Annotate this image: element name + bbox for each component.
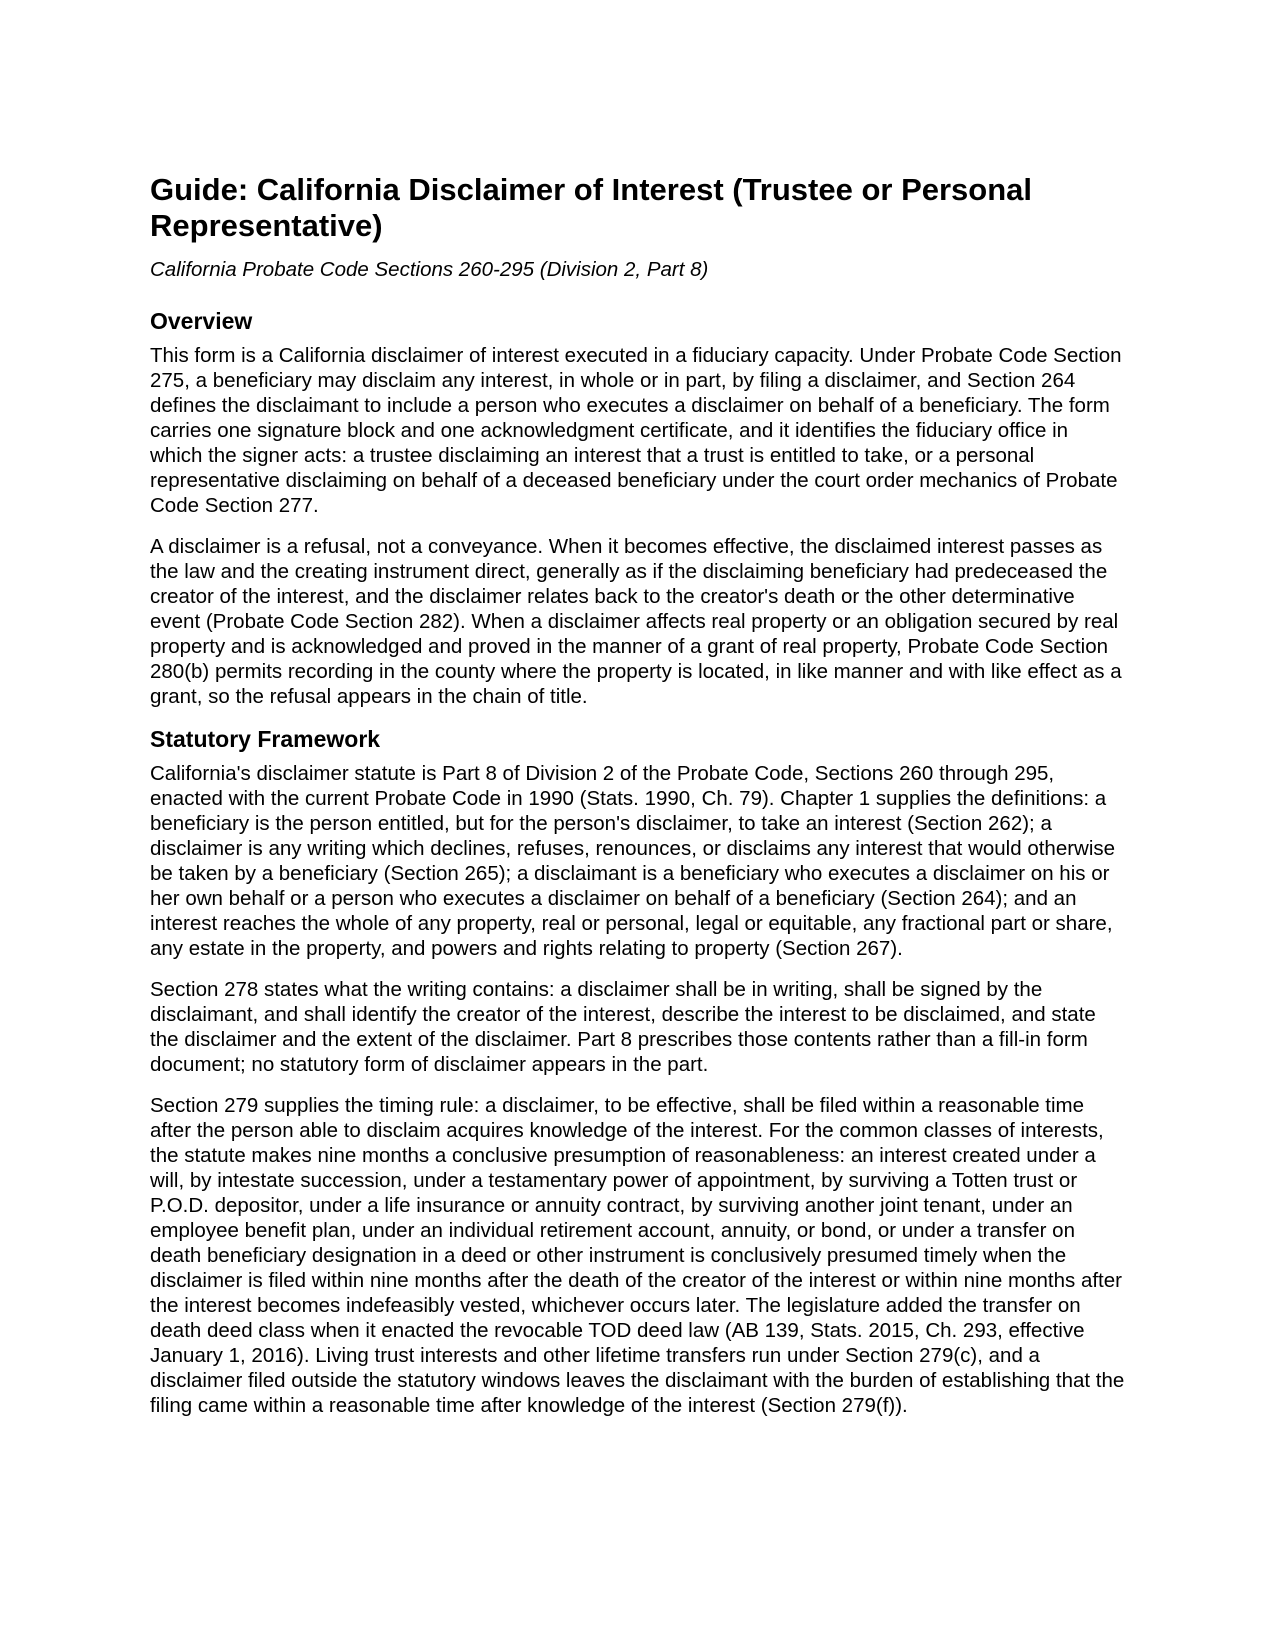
overview-paragraph-1: This form is a California disclaimer of interest executed in a fiduciary capacity. Under Probate Code Section 275, a beneficiary may disclaim any interest, in whole or in part, by filing a disclaimer, and Section 264 defines the disclaimant to include a person who executes a disclaimer on behalf of a beneficiary. The form carries one signature block and one acknowledgment certificate, and it identifies the fiduciary office in which the signer acts: a trustee disclaiming an interest that a trust is entitled to take, or a personal representative disclaiming on behalf of a deceased beneficiary under the court order mechanics of Probate Code Section 277.: [150, 344, 1122, 517]
statutory-framework-paragraph-2: Section 278 states what the writing contains: a disclaimer shall be in writing, shall be signed by the disclaimant, and shall identify the creator of the interest, describe the interest to be disclaimed, and state the disclaimer and the extent of the disclaimer. Part 8 prescribes those contents rather than a fill-in form document; no statutory form of disclaimer appears in the part.: [150, 978, 1096, 1076]
statutory-framework-section: [150, 725, 1125, 1418]
document-subtitle: California Probate Code Sections 260-295 (Division 2, Part 8): [150, 258, 709, 281]
statutory-framework-paragraph-3: Section 279 supplies the timing rule: a disclaimer, to be effective, shall be filed within a reasonable time after the person able to disclaim acquires knowledge of the interest. For the common classes of interests, the statute makes nine months a conclusive presumption of reasonableness: an interest created under a will, by intestate succession, under a testamentary power of appointment, by surviving a Totten trust or P.O.D. depositor, under a life insurance or annuity contract, by surviving another joint tenant, under an employee benefit plan, under an individual retirement account, annuity, or bond, or under a transfer on death beneficiary designation in a deed or other instrument is conclusively presumed timely when the disclaimer is filed within nine months after the death of the creator of the interest or within nine months after the interest becomes indefeasibly vested, whichever occurs later. The legislature added the transfer on death deed class when it enacted the revocable TOD deed law (AB 139, Stats. 2015, Ch. 293, effective January 1, 2016). Living trust interests and other lifetime transfers run under Section 279(c), and a disclaimer filed outside the statutory windows leaves the disclaimant with the burden of establishing that the filing came within a reasonable time after knowledge of the interest (Section 279(f)).: [150, 1094, 1125, 1417]
overview-section: [150, 307, 1125, 709]
statutory-framework-paragraph-1: California's disclaimer statute is Part 8 of Division 2 of the Probate Code, Sections 260 through 295, enacted with the current Probate Code in 1990 (Stats. 1990, Ch. 79). Chapter 1 supplies the definitions: a beneficiary is the person entitled, but for the person's disclaimer, to take an interest (Section 262); a disclaimer is any writing which declines, refuses, renounces, or disclaims any interest that would otherwise be taken by a beneficiary (Section 265); a disclaimant is a beneficiary who executes a disclaimer on his or her own behalf or a person who executes a disclaimer on behalf of a beneficiary (Section 264); and an interest reaches the whole of any property, real or personal, legal or equitable, any fractional part or share, any estate in the property, and powers and rights relating to property (Section 267).: [150, 762, 1116, 960]
overview-paragraph-2: A disclaimer is a refusal, not a conveyance. When it becomes effective, the disclaimed interest passes as the law and the creating instrument direct, generally as if the disclaiming beneficiary had predeceased the creator of the interest, and the disclaimer relates back to the creator's death or the other determinative event (Probate Code Section 282). When a disclaimer affects real property or an obligation secured by real property and is acknowledged and proved in the manner of a grant of real property, Probate Code Section 280(b) permits recording in the county where the property is located, in like manner and with like effect as a grant, so the refusal appears in the chain of title.: [150, 535, 1122, 708]
overview-heading: Overview: [150, 308, 253, 334]
document-title: Guide: California Disclaimer of Interest (Trustee or Personal Representative): [150, 172, 1033, 243]
statutory-framework-heading: Statutory Framework: [150, 726, 381, 752]
